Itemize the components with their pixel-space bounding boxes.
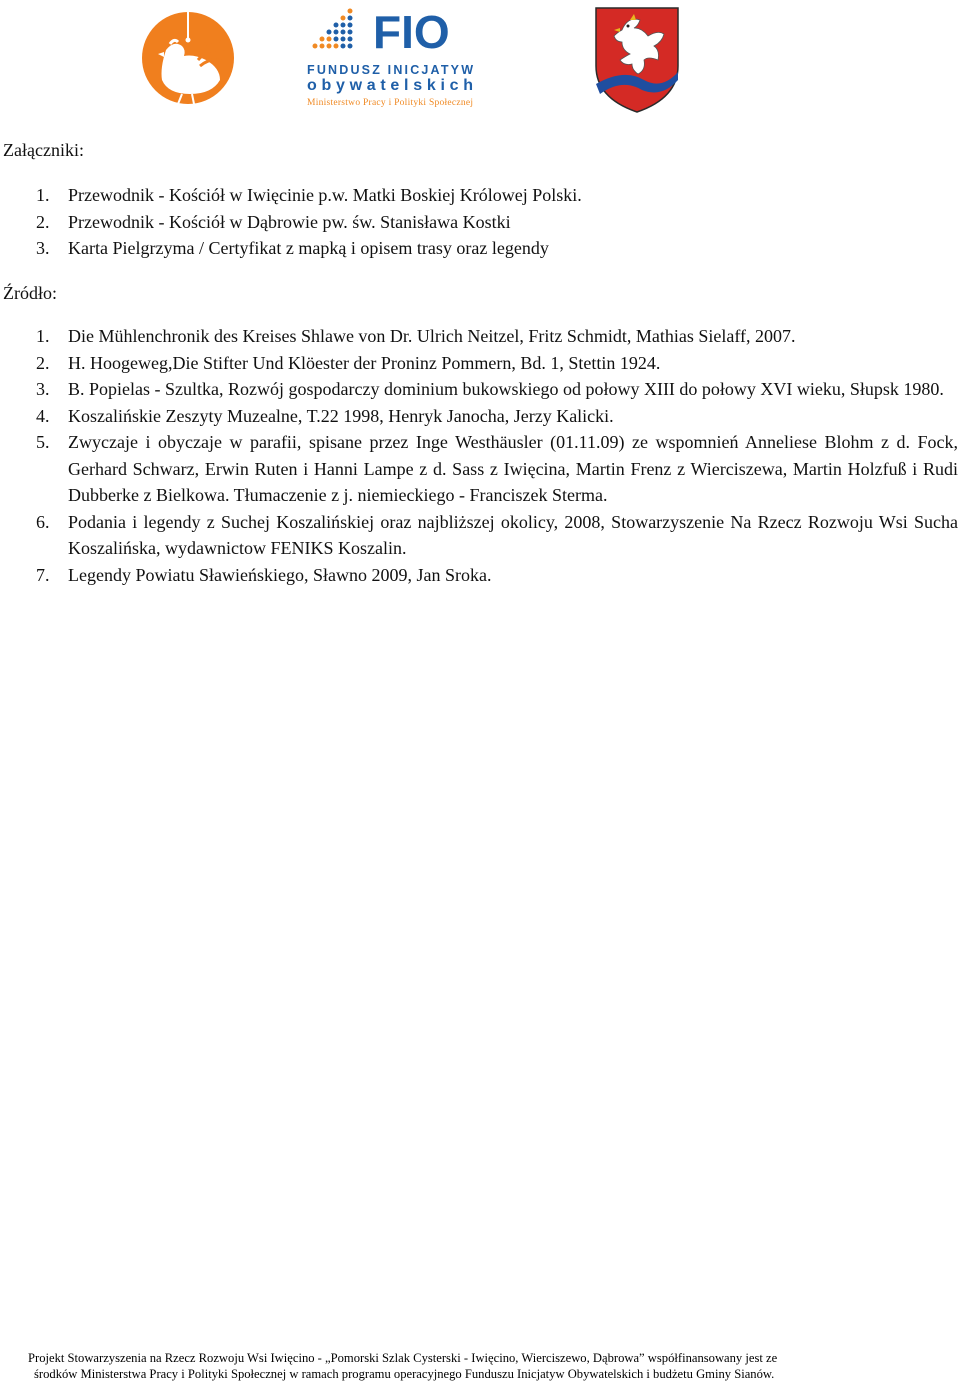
fio-logo: [305, 6, 479, 110]
footer-line-2: środków Ministerstwa Pracy i Polityki Społecznej w ramach programu operacyjnego Funduszu Inicjatyw Obywatelskich i budżetu Gminy Sianów.: [34, 1367, 775, 1381]
list-item: 6. Podania i legendy z Suchej Koszalińskiej oraz najbliższej okolicy, 2008, Stowarzyszenie Na Rzecz Rozwoju Wsi Sucha Koszalińska, wydawnictow FENIKS Koszalin.: [36, 511, 958, 558]
list-item: 7. Legendy Powiatu Sławieńskiego, Sławno 2009, Jan Sroka.: [36, 564, 492, 585]
fio-line2: obywatelskich: [307, 77, 473, 94]
footer-line-1: Projekt Stowarzyszenia na Rzecz Rozwoju Wsi Iwięcino - „Pomorski Szlak Cysterski - Iwięcino, Wierciszewo, Dąbrowa” współfinansowany jest ze: [28, 1351, 778, 1365]
list-item: 5. Zwyczaje i obyczaje w parafii, spisane przez Inge Westhäusler (01.11.09) ze wspomnień Anneliese Blohm z d. Fock, Gerhard Schwarz, Erwin Ruten i Hanni Lampe z d. Sass z Iwięcina, Martin Frenz z Wierciszewa, Martin Holzfuß i Rudi Dubberke z Bielkowa. Tłumaczenie z j. niemieckiego - Franciszek Sterma.: [36, 432, 958, 505]
attachments-heading: Załączniki:: [3, 140, 84, 160]
fio-line1: FUNDUSZ INICJATYW: [307, 63, 473, 77]
list-item: 1. Die Mühlenchronik des Kreises Shlawe von Dr. Ulrich Neitzel, Fritz Schmidt, Mathias Sielaff, 2007.: [36, 326, 796, 346]
griffin-coat-of-arms: [594, 6, 680, 114]
list-item: 4. Koszalińskie Zeszyty Muzealne, T.22 1998, Henryk Janocha, Jerzy Kalicki.: [36, 405, 614, 426]
list-item: 3. Karta Pielgrzyma / Certyfikat z mapką i opisem trasy oraz legendy: [36, 238, 549, 258]
attachments-list: [0, 182, 958, 262]
page-footer: [28, 1350, 928, 1382]
list-item: 2. Przewodnik - Kościół w Dąbrowie pw. św. Stanisława Kostki: [36, 211, 511, 232]
sources-heading: Źródło:: [3, 283, 57, 303]
list-item: 1. Przewodnik - Kościół w Iwięcinie p.w. Matki Boskiej Królowej Polski.: [36, 185, 582, 205]
list-item: 2. H. Hoogeweg,Die Stifter Und Klöester der Proninz Pommern, Bd. 1, Stettin 1924.: [36, 352, 661, 373]
fio-wordmark: FIO: [373, 6, 450, 58]
list-item: 3. B. Popielas - Szultka, Rozwój gospodarczy dominium bukowskiego od połowy XIII do połowy XVI wieku, Słupsk 1980.: [36, 379, 944, 399]
rooster-logo: [136, 10, 240, 106]
header-logos: [0, 0, 960, 120]
sources-list: [0, 323, 958, 588]
fio-line3: Ministerstwo Pracy i Polityki Społecznej: [307, 98, 473, 108]
